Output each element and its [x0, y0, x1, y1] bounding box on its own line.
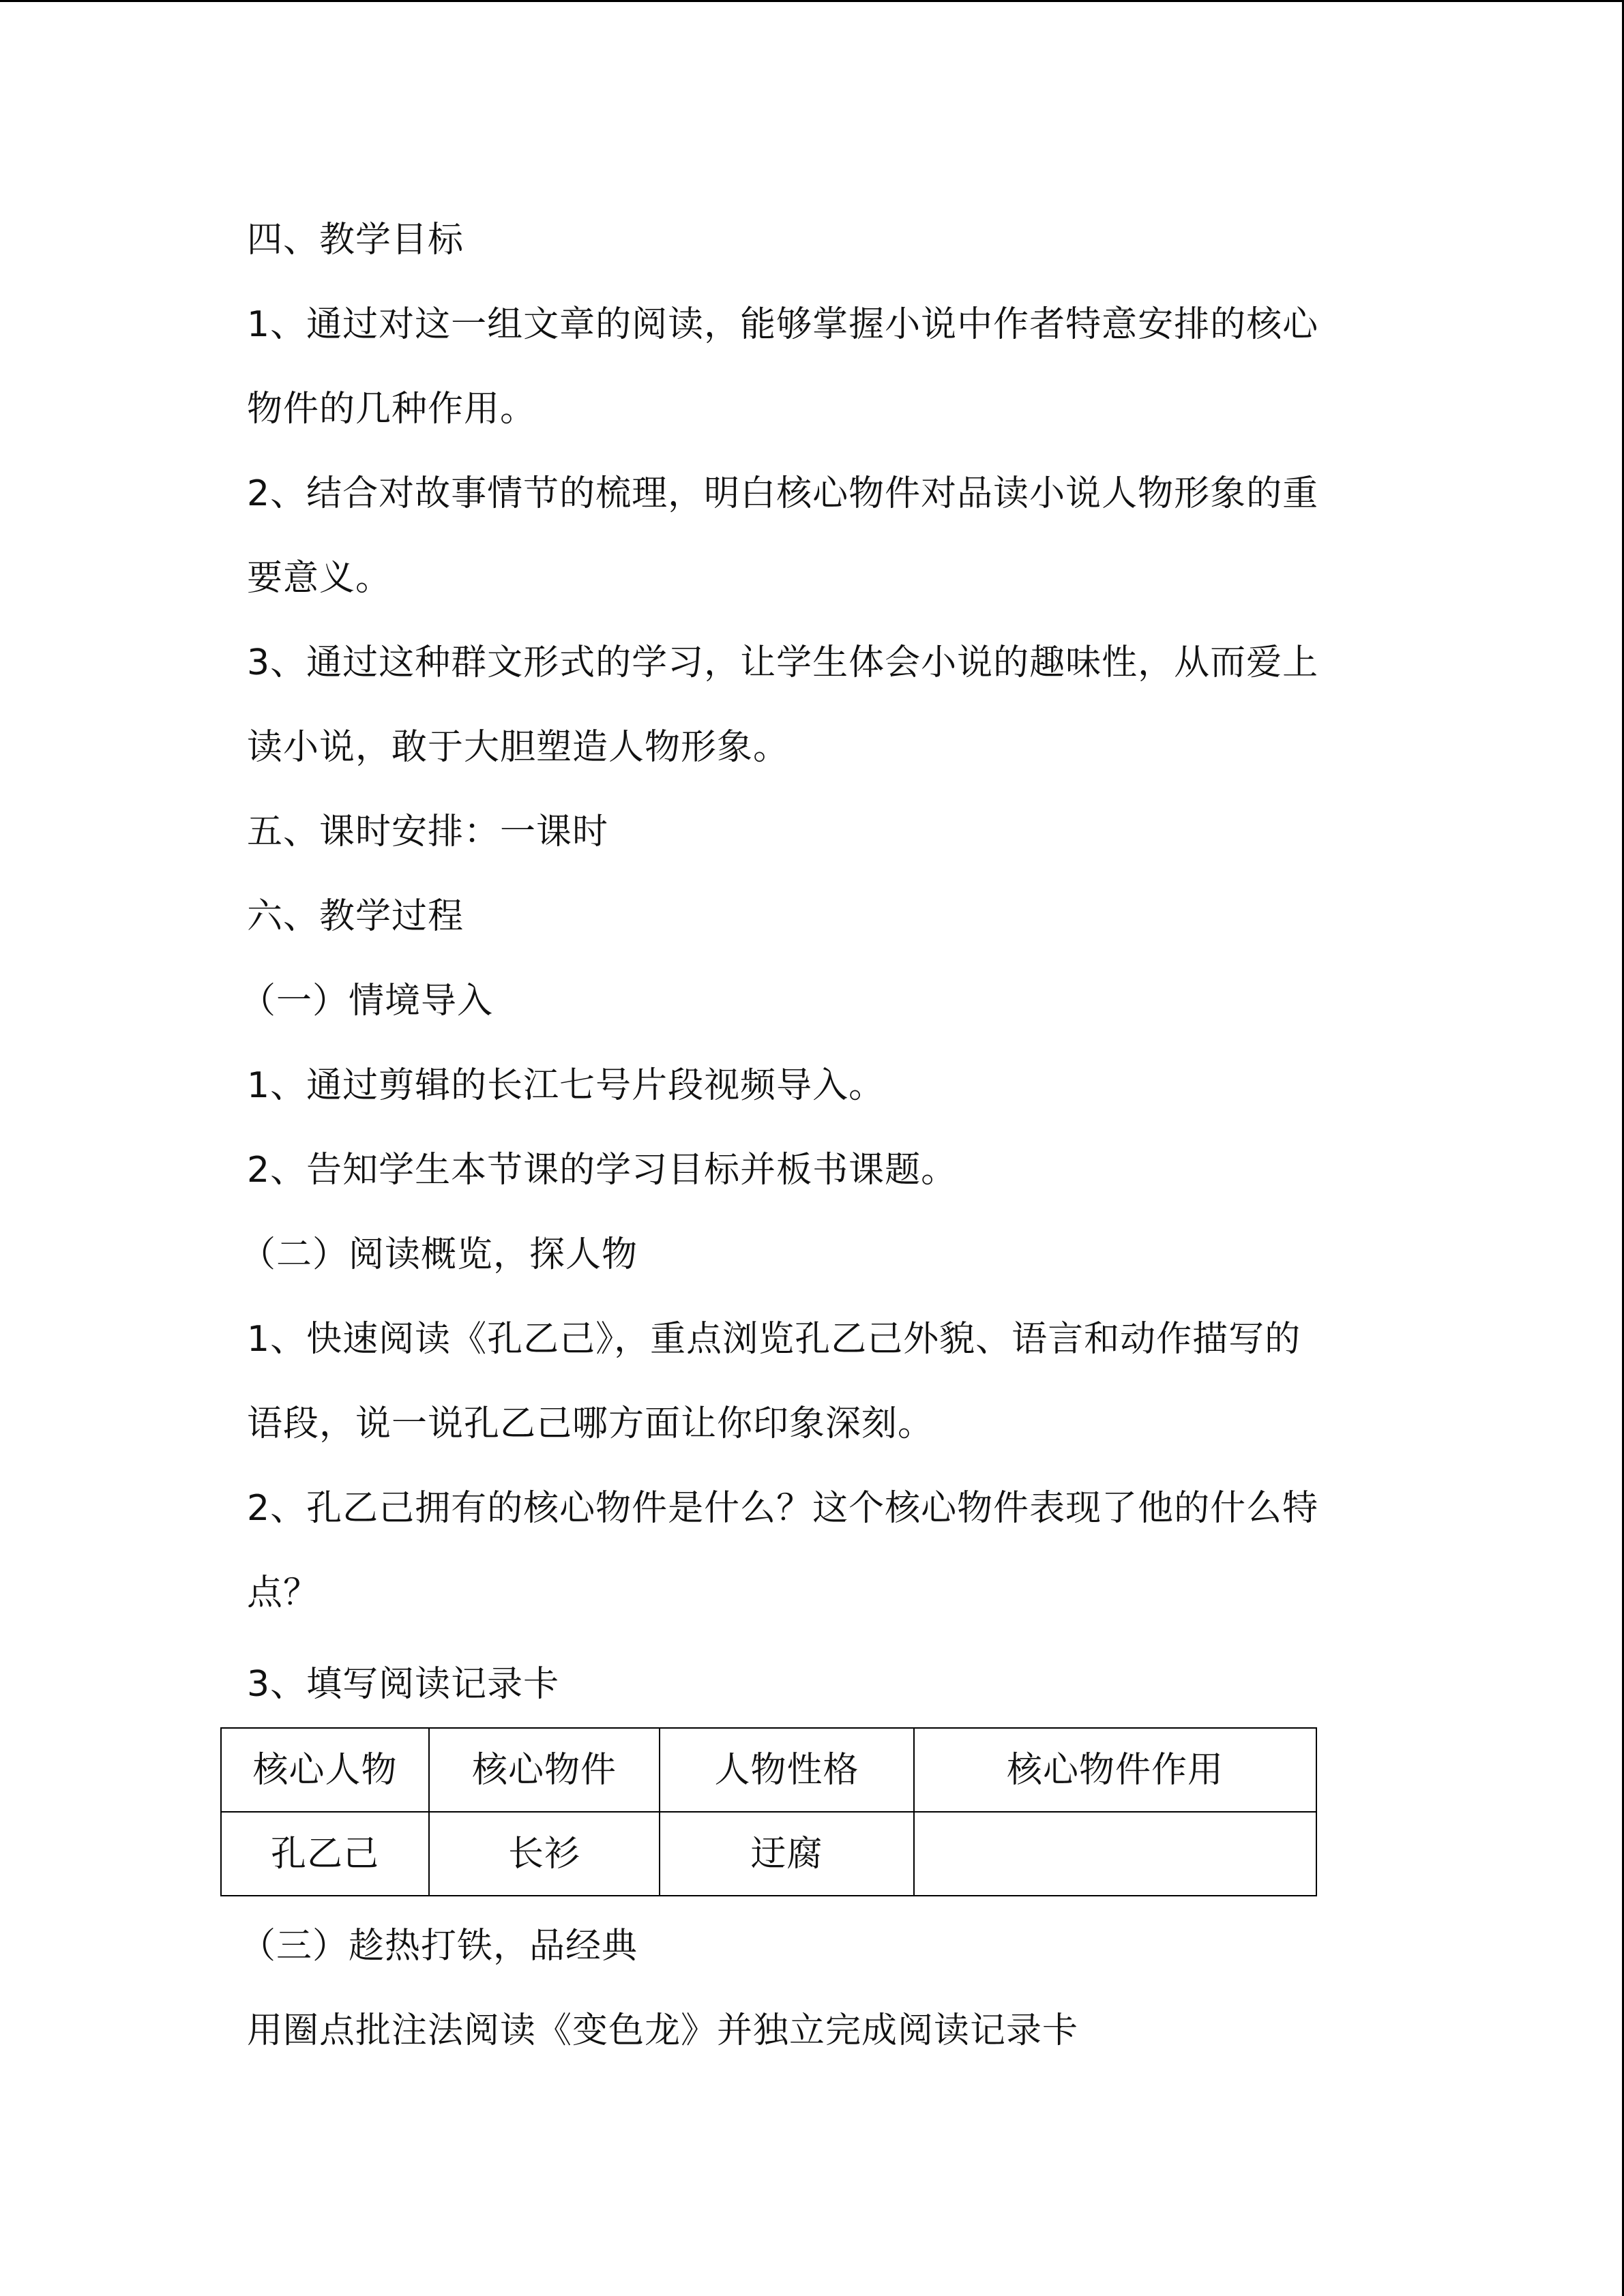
cell-core-object: 长衫 [429, 1812, 660, 1896]
goal-1-line-2: 物件的几种作用。 [247, 389, 537, 430]
goal-2-line-2: 要意义。 [247, 558, 392, 599]
subheading-introduction: （一）情境导入 [240, 981, 494, 1022]
heading-schedule: 五、课时安排：一课时 [247, 811, 609, 852]
overview-step-2-line-1: 2、孔乙己拥有的核心物件是什么？这个核心物件表现了他的什么特 [247, 1488, 1319, 1529]
header-core-character: 核心人物 [221, 1728, 429, 1812]
heading-teaching-goals: 四、教学目标 [247, 220, 464, 260]
table-row [221, 1812, 1316, 1896]
goal-3-line-2: 读小说，敢于大胆塑造人物形象。 [247, 727, 790, 768]
subheading-classic-reading: （三）趁热打铁，品经典 [240, 1926, 638, 1967]
overview-step-3: 3、填写阅读记录卡 [247, 1664, 560, 1705]
goal-2-line-1: 2、结合对故事情节的梳理，明白核心物件对品读小说人物形象的重 [247, 473, 1319, 514]
intro-step-2: 2、告知学生本节课的学习目标并板书课题。 [247, 1150, 958, 1191]
table-header-row [221, 1728, 1316, 1812]
subheading-reading-overview: （二）阅读概览，探人物 [240, 1234, 638, 1275]
header-character-trait: 人物性格 [660, 1728, 914, 1812]
overview-step-1-line-2: 语段，说一说孔乙己哪方面让你印象深刻。 [247, 1403, 934, 1444]
header-object-function: 核心物件作用 [914, 1728, 1316, 1812]
header-core-object: 核心物件 [429, 1728, 660, 1812]
cell-core-character: 孔乙己 [221, 1812, 429, 1896]
overview-step-2-line-2: 点？ [247, 1572, 320, 1613]
goal-1-line-1: 1、通过对这一组文章的阅读，能够掌握小说中作者特意安排的核心 [247, 304, 1319, 345]
cell-object-function [914, 1812, 1316, 1896]
heading-teaching-process: 六、教学过程 [247, 896, 464, 937]
page-top-border [0, 0, 1624, 2]
intro-step-1: 1、通过剪辑的长江七号片段视频导入。 [247, 1065, 885, 1106]
goal-3-line-1: 3、通过这种群文形式的学习，让学生体会小说的趣味性，从而爱上 [247, 642, 1319, 683]
classic-reading-task: 用圈点批注法阅读《变色龙》并独立完成阅读记录卡 [247, 2010, 1079, 2051]
overview-step-1-line-1: 1、快速阅读《孔乙己》，重点浏览孔乙己外貌、语言和动作描写的 [247, 1319, 1301, 1360]
reading-record-table [220, 1727, 1317, 1896]
cell-character-trait: 迂腐 [660, 1812, 914, 1896]
